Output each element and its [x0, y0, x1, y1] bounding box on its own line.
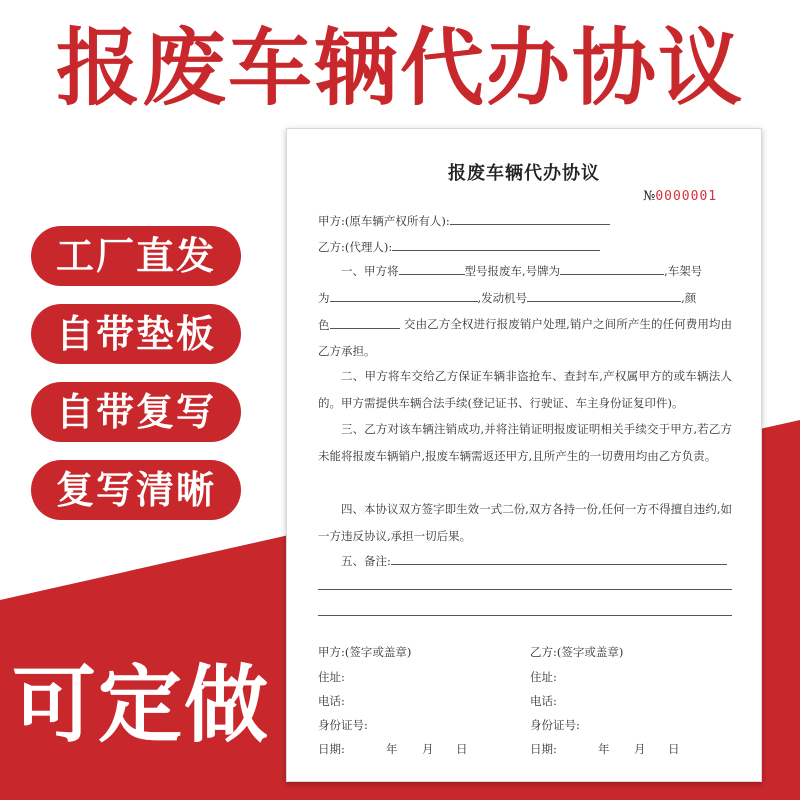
clause-1-text-a: 一、甲方将	[341, 264, 399, 278]
address-b: 住址:	[530, 670, 557, 684]
clause-4: 四、本协议双方签字即生效一式二份,双方各持一份,任何一方不得擅自违约,如一方违反协议,承担一切后果。	[318, 502, 732, 543]
badge-carbonless: 自带复写	[31, 382, 241, 442]
badge-clear-copy: 复写清晰	[31, 460, 241, 520]
id-number-a: 身份证号:	[318, 718, 368, 732]
clause-5-row	[341, 553, 727, 569]
clause-1-text-b: 型号报废车,号牌为	[464, 264, 561, 278]
date-b-label: 日期:	[530, 742, 557, 756]
party-a-label: 甲方:(原车辆产权所有人):	[318, 214, 450, 228]
sign-party-b: 乙方:(签字或盖章)	[530, 645, 624, 659]
date-a	[318, 741, 468, 757]
date-b	[530, 741, 680, 757]
clause-1-line-2	[318, 290, 696, 306]
model-blank	[399, 263, 465, 275]
party-b-row	[318, 239, 600, 255]
address-a: 住址:	[318, 670, 345, 684]
phone-a: 电话:	[318, 694, 345, 708]
agreement-form	[286, 128, 762, 782]
vin-blank	[330, 290, 478, 302]
serial-number	[643, 189, 717, 204]
party-b-label: 乙方:(代理人):	[318, 240, 393, 254]
party-a-row	[318, 213, 610, 229]
clause-1-text-e: ,发动机号	[477, 291, 528, 305]
party-b-blank	[392, 239, 600, 251]
banner-title: 报废车辆代办协议	[55, 19, 744, 117]
clause-1-text-d: 为	[318, 291, 330, 305]
party-a-blank	[450, 213, 610, 225]
document-title: 报废车辆代办协议	[448, 163, 600, 184]
remarks-blank-3	[318, 615, 732, 616]
clause-3: 三、乙方对该车辆注销成功,并将注销证明报废证明相关手续交于甲方,若乙方未能将报废车辆销户,报废车辆需返还甲方,且所产生的一切费用均由乙方负责。	[318, 422, 732, 463]
clause-1-line-1	[341, 263, 702, 279]
date-a-day: 日	[456, 742, 468, 756]
clause-1-text-c: ,车架号	[664, 264, 703, 278]
engine-blank	[527, 290, 681, 302]
clause-2: 二、甲方将车交给乙方保证车辆非盗抢车、查封车,产权属甲方的或车辆法人的。甲方需提供车辆合法手续(登记证书、行驶证、车主身份证复印件)。	[318, 369, 732, 410]
date-b-day: 日	[668, 742, 680, 756]
id-number-b: 身份证号:	[530, 718, 580, 732]
remarks-blank-1	[391, 553, 727, 565]
date-b-month: 月	[634, 742, 646, 756]
sign-party-a: 甲方:(签字或盖章)	[318, 645, 412, 659]
date-a-month: 月	[422, 742, 434, 756]
phone-b: 电话:	[530, 694, 557, 708]
clause-1-text-f: ,颜	[681, 291, 697, 305]
clause-5-label: 五、备注:	[341, 554, 391, 568]
serial-value: 0000001	[655, 189, 718, 204]
remarks-blank-2	[318, 589, 732, 590]
date-b-year: 年	[598, 742, 610, 756]
plate-blank	[560, 263, 664, 275]
badge-factory-direct: 工厂直发	[31, 226, 241, 286]
date-a-year: 年	[386, 742, 398, 756]
serial-prefix: №	[643, 189, 656, 204]
customizable-text: 可定做	[12, 656, 271, 754]
clause-1-text-g: 色	[318, 318, 330, 332]
date-a-label: 日期:	[318, 742, 345, 756]
clause-1-tail: 交由乙方全权进行报废销户处理,销户之间所产生的任何费用均由乙方承担。	[318, 317, 732, 358]
badge-with-pad: 自带垫板	[31, 304, 241, 364]
